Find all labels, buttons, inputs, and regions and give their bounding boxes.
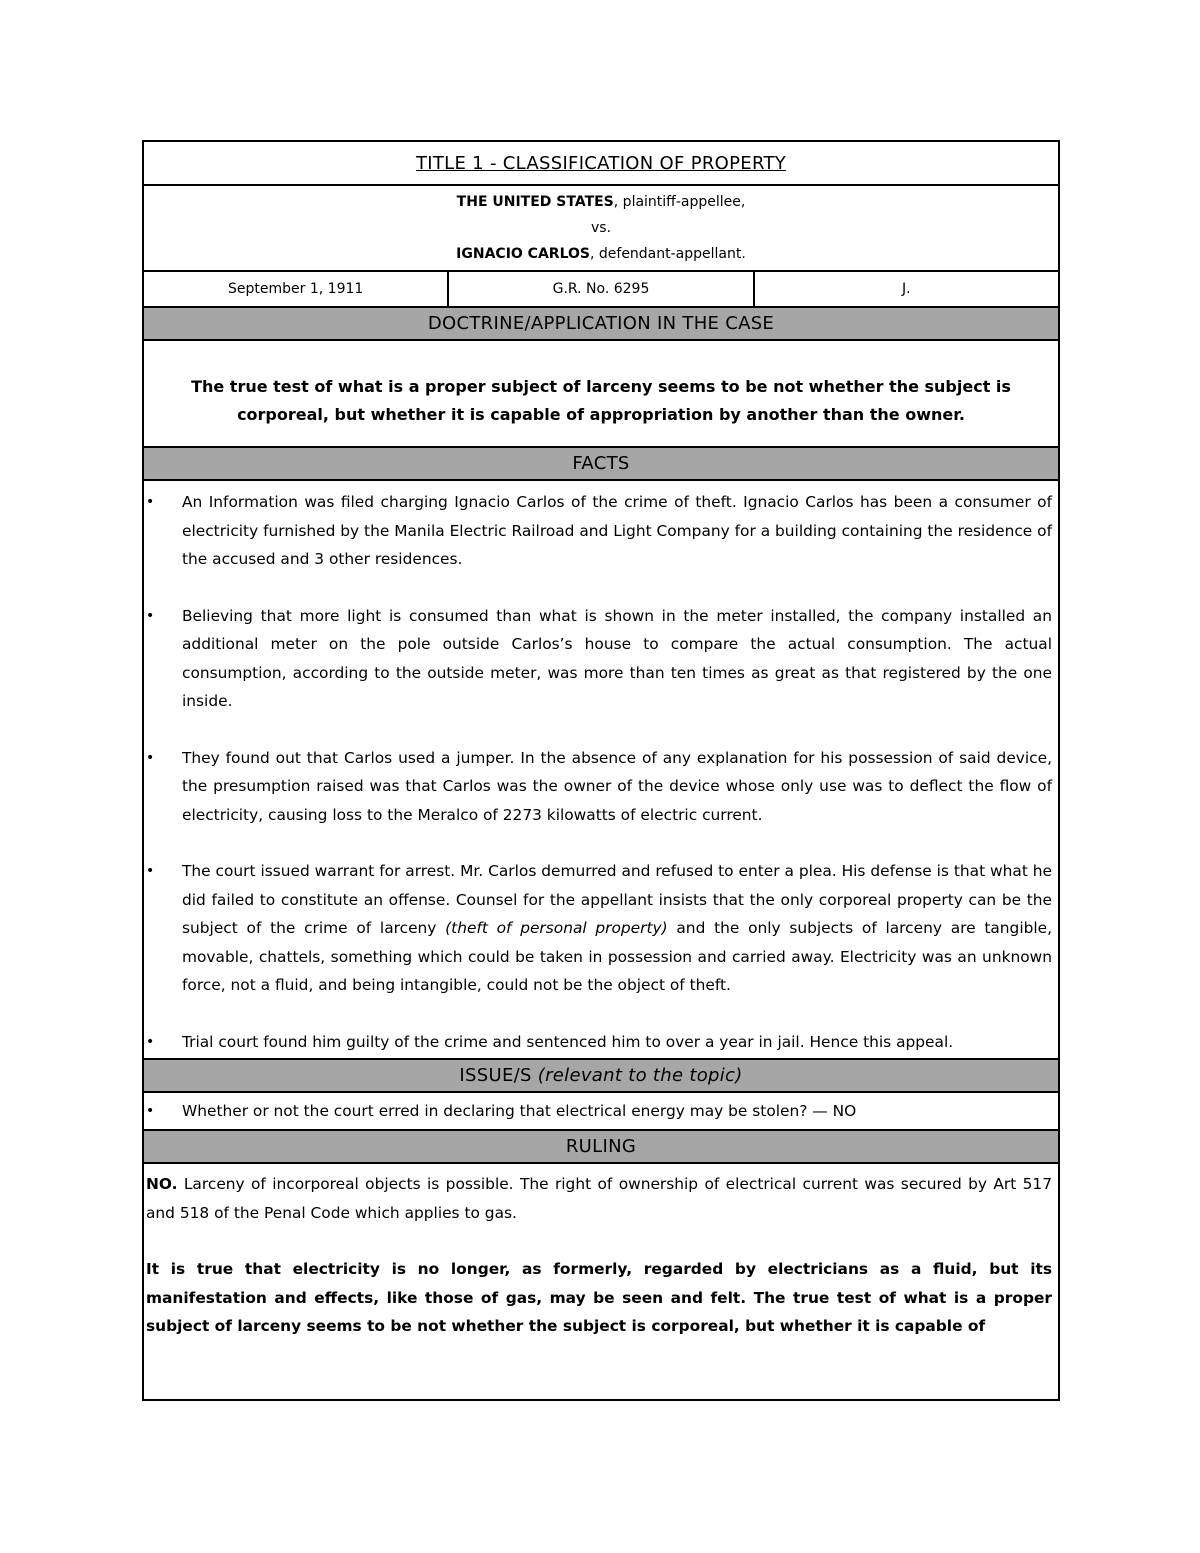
bullet-icon: • <box>146 1033 155 1050</box>
fact-item <box>144 857 1052 1000</box>
issue-item <box>144 1093 1058 1131</box>
ruling-answer: NO. <box>146 1175 178 1193</box>
fact-item <box>144 1028 1052 1057</box>
document-title: TITLE 1 - CLASSIFICATION OF PROPERTY <box>144 142 1058 186</box>
versus: vs. <box>590 220 612 236</box>
ruling-heading: RULING <box>144 1131 1058 1164</box>
bullet-icon: • <box>146 749 155 766</box>
case-meta-row <box>144 272 1058 308</box>
ruling-paragraph-1-text: Larceny of incorporeal objects is possible. The right of ownership of electrical current was secured by Art 517 and 518 of the Penal Code which applies to gas. <box>146 1175 1052 1222</box>
bullet-icon: • <box>146 1103 155 1119</box>
bullet-icon: • <box>146 607 155 624</box>
fact-text: The court issued warrant for arrest. Mr. Carlos demurred and refused to enter a plea. His defense is that what he did failed to constitute an offense. Counsel for the appellant insists that the only corporeal property can be the subject of the crime of larceny (theft of personal property) and the only subjects of larceny are tangible, movable, chattels, something which could be taken in possession and carried away. Electricity was an unknown force, not a fluid, and being intangible, could not be the object of theft. <box>182 862 1053 994</box>
fact-item <box>144 488 1052 574</box>
ruling-paragraph-1 <box>146 1170 1052 1227</box>
facts-list <box>144 481 1058 1060</box>
plaintiff-name: THE UNITED STATES <box>456 194 614 210</box>
case-number: G.R. No. 6295 <box>449 272 754 306</box>
defendant-role: , defendant-appellant. <box>589 246 746 262</box>
bullet-icon: • <box>146 494 155 510</box>
case-parties <box>144 186 1058 272</box>
fact-text: Trial court found him guilty of the crime and sentenced him to over a year in jail. Hence this appeal. <box>182 1032 954 1051</box>
doctrine-heading: DOCTRINE/APPLICATION IN THE CASE <box>144 308 1058 341</box>
ruling-paragraph-2: It is true that electricity is no longer, as formerly, regarded by electricians as a fluid, but its manifestation and effects, like those of gas, may be seen and felt. The true test of what is a proper subject of larceny seems to be not whether the subject is corporeal, but whether it is capable of <box>146 1260 1052 1335</box>
ruling-body <box>144 1164 1058 1341</box>
issues-heading-label: ISSUE/S <box>459 1065 532 1086</box>
plaintiff-role: , plaintiff-appellee, <box>613 194 746 210</box>
fact-item <box>144 744 1052 830</box>
fact-text: They found out that Carlos used a jumper. In the absence of any explanation for his possession of said device, the presumption raised was that Carlos was the owner of the device whose only use was to deflect the flow of electricity, causing loss to the Meralco of 2273 kilowatts of electric current. <box>182 748 1052 824</box>
case-justice: J. <box>902 281 911 297</box>
italic-phrase: (theft of personal property) <box>445 919 668 937</box>
case-date: September 1, 1911 <box>144 272 449 306</box>
defendant-line <box>456 241 746 267</box>
case-digest-table <box>142 140 1060 1401</box>
plaintiff-line <box>457 189 746 215</box>
defendant-name: IGNACIO CARLOS <box>456 246 590 262</box>
issue-text: Whether or not the court erred in declaring that electrical energy may be stolen? — NO <box>182 1102 857 1120</box>
bullet-icon: • <box>146 863 155 879</box>
issues-heading-note: (relevant to the topic) <box>537 1065 743 1086</box>
fact-item <box>144 602 1052 716</box>
fact-text: Believing that more light is consumed than what is shown in the meter installed, the company installed an additional meter on the pole outside Carlos’s house to compare the actual consumption. The actual consumption, according to the outside meter, was more than ten times as great as that registered by the one inside. <box>182 606 1052 710</box>
facts-heading: FACTS <box>144 448 1058 481</box>
doctrine-text: The true test of what is a proper subject of larceny seems to be not whether the subject is corporeal, but whether it is capable of appropriation by another than the owner. <box>144 341 1058 448</box>
fact-text: An Information was filed charging Ignacio Carlos of the crime of theft. Ignacio Carlos has been a consumer of electricity furnished by the Manila Electric Railroad and Light Company for a building containing the residence of the accused and 3 other residences. <box>182 493 1052 568</box>
issues-heading <box>144 1060 1058 1093</box>
